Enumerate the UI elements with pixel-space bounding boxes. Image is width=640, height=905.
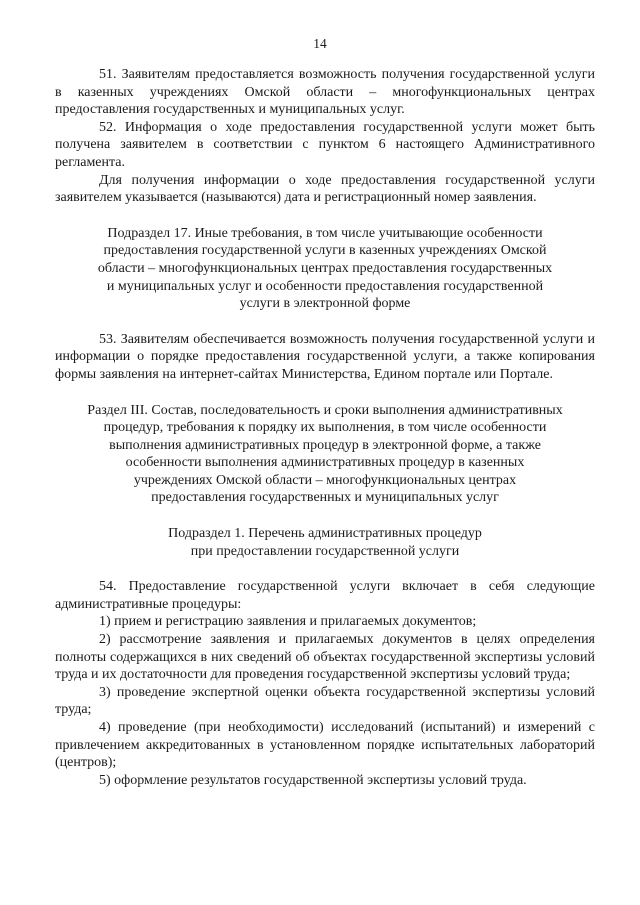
subsection-17-title <box>55 225 595 313</box>
heading-line: процедур, требования к порядку их выполнения, в том числе особенности <box>103 420 547 436</box>
heading-line: Подраздел 1. Перечень административных процедур <box>168 526 482 542</box>
heading-line: предоставления государственных и муниципальных услуг <box>151 490 499 506</box>
procedure-item-4: 4) проведение (при необходимости) исследований (испытаний) и измерений с привлечением аккредитованных в установленном порядке испытательных лабораторий (центров); <box>55 720 595 771</box>
heading-line: и муниципальных услуг и особенности предоставления государственной <box>106 278 544 294</box>
heading-line: Подраздел 17. Иные требования, в том числе учитывающие особенности <box>107 225 543 241</box>
heading-line: Раздел III. Состав, последовательность и сроки выполнения административных <box>87 402 563 418</box>
procedure-item-2: 2) рассмотрение заявления и прилагаемых документов в целях определения полноты содержащихся в них сведений об объектах государственной экспертизы условий труда и их достаточности для проведения государственной экспертизы условий труда; <box>55 632 595 683</box>
procedure-item-5: 5) оформление результатов государственной экспертизы условий труда. <box>99 772 527 788</box>
page-number: 14 <box>313 36 327 51</box>
document-body <box>55 66 595 789</box>
heading-line: особенности выполнения административных процедур в казенных <box>125 455 525 471</box>
heading-line: учреждениях Омской области – многофункциональных центрах <box>133 472 517 488</box>
heading-line: области – многофункциональных центрах предоставления государственных <box>97 260 553 276</box>
heading-line: услуги в электронной форме <box>239 296 411 312</box>
paragraph-53: 53. Заявителям обеспечивается возможность получения государственной услуги и информации о порядке предоставления государственной услуги, а также копирования формы заявления на интернет-сайтах Министерства, Едином портале или Портале. <box>55 331 595 382</box>
procedure-item-1: 1) прием и регистрацию заявления и прилагаемых документов; <box>99 614 477 630</box>
heading-line: предоставления государственной услуги в казенных учреждениях Омской <box>103 243 547 259</box>
procedure-item-3: 3) проведение экспертной оценки объекта государственной экспертизы условий труда; <box>55 684 595 718</box>
paragraph-51: 51. Заявителям предоставляется возможность получения государственной услуги в казенных учреждениях Омской области – многофункциональных центрах предоставления государственных и муниципальных услуг. <box>55 67 595 118</box>
paragraph-52: 52. Информация о ходе предоставления государственной услуги может быть получена заявителем в соответствии с пунктом 6 настоящего Административного регламента. <box>55 119 595 170</box>
heading-line: выполнения административных процедур в электронной форме, а также <box>109 437 541 453</box>
section-3-title <box>55 402 595 508</box>
heading-line: при предоставлении государственной услуги <box>190 543 460 559</box>
subsection-1-title <box>55 525 595 560</box>
paragraph-54: 54. Предоставление государственной услуги включает в себя следующие административные процедуры: <box>55 579 595 612</box>
paragraph-52-info: Для получения информации о ходе предоставления государственной услуги заявителем указывается (называются) дата и регистрационный номер заявления. <box>55 172 595 206</box>
